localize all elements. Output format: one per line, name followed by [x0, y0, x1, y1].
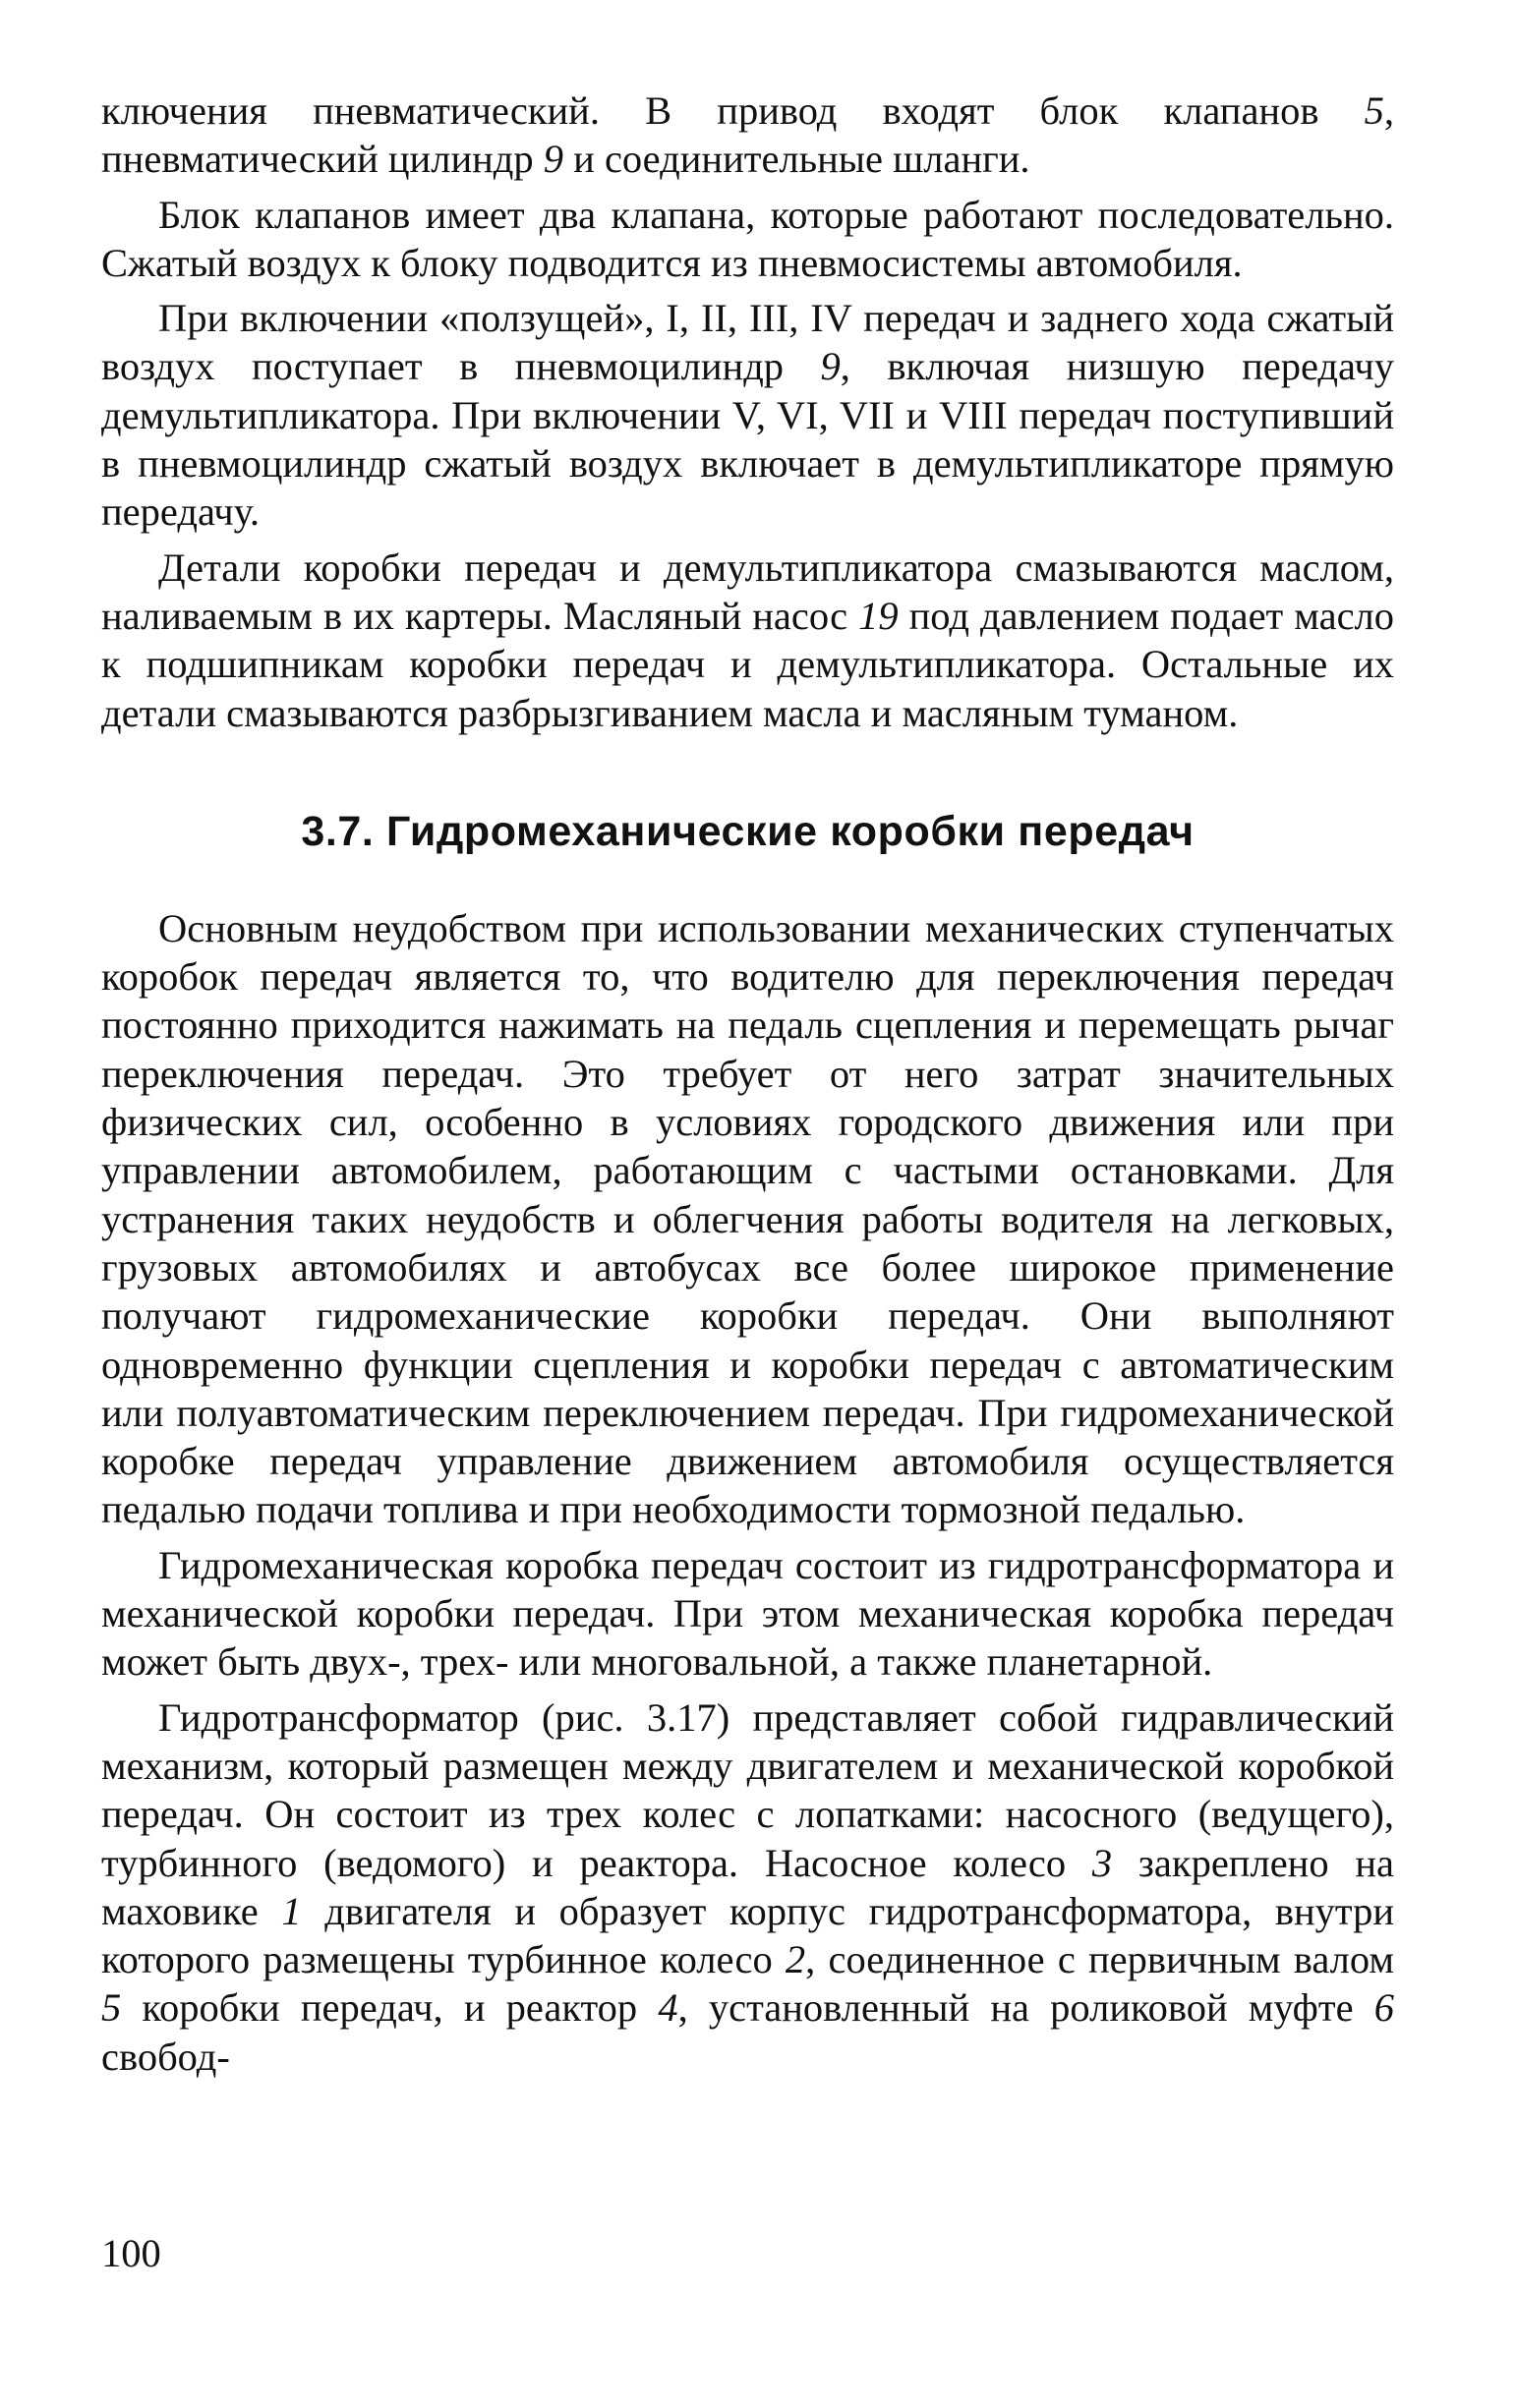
- paragraph-p5: [101, 904, 1394, 1534]
- reference-number: 19: [858, 593, 899, 638]
- text-run: двигателя и образует корпус гидротрансформатора, внутри которого размещены турбинное колесо: [101, 1888, 1394, 1982]
- text-run: , установленный на роликовой муфте: [677, 1985, 1374, 2031]
- page-body: [101, 86, 1394, 2081]
- reference-number: 9: [543, 137, 564, 182]
- text-block-after-heading: [101, 904, 1394, 2081]
- paragraph-p4: [101, 544, 1394, 737]
- reference-number: 3: [1091, 1840, 1113, 1885]
- text-run: , соединенное с первичным валом: [805, 1937, 1394, 1982]
- paragraph-p2: [101, 191, 1394, 288]
- text-run: Детали коробки передач и демультипликатора смазываются маслом, наливаемым в их картеры. Масляный насос: [101, 545, 1394, 638]
- text-run: , пневматический цилиндр: [101, 88, 1394, 182]
- reference-number: 9: [820, 344, 841, 389]
- text-run: При включении «ползущей», I, II, III, IV передач и заднего хода сжатый воздух поступает в пневмоцилиндр: [101, 296, 1394, 389]
- reference-number: 4: [658, 1985, 678, 2031]
- text-run: Гидротрансформатор (рис. 3.17) представляет собой гидравлический механизм, который размещен между двигателем и механической коробкой передач. Он состоит из трех колес с лопатками: насосного (ведущего), турбинного (ведомого) и реактора. Насосное колесо: [101, 1694, 1394, 1885]
- text-run: коробки передач, и реактор: [121, 1985, 659, 2031]
- section-heading: 3.7. Гидромеханические коробки передач: [301, 807, 1195, 855]
- text-run: свобод-: [101, 2034, 230, 2079]
- page-number: 100: [101, 2231, 161, 2275]
- text-run: Основным неудобством при использовании механических ступенчатых коробок передач является то, что водителю для переключения передач постоянно приходится нажимать на педаль сцепления и перемещать рычаг переключения передач. Это требует от него затрат значительных физических сил, особенно в условиях городского движения или при управлении автомобилем, работающим с частыми остановками. Для устранения таких неудобств и облегчения работы водителя на легковых, грузовых автомобилях и автобусах все более широкое применение получают гидромеханические коробки передач. Они выполняют одновременно функции сцепления и коробки передач с автоматическим или полуавтоматическим переключением передач. При гидромеханической коробке передач управление движением автомобиля осуществляется педалью подачи топлива и при необходимости тормозной педалью.: [101, 905, 1394, 1532]
- paragraph-p1: [101, 86, 1394, 184]
- reference-number: 5: [101, 1985, 122, 2031]
- text-block-before-heading: [101, 86, 1394, 737]
- reference-number: 6: [1373, 1985, 1394, 2031]
- text-run: ключения пневматический. В привод входят блок клапанов: [101, 88, 1365, 133]
- text-run: , включая низшую передачу демультипликатора. При включении V, VI, VII и VIII передач поступивший в пневмоцилиндр сжатый воздух включает в демультипликаторе прямую передачу.: [101, 344, 1395, 535]
- paragraph-p6: [101, 1541, 1394, 1687]
- text-run: Блок клапанов имеет два клапана, которые работают последовательно. Сжатый воздух к блоку подводится из пневмосистемы автомобиля.: [101, 192, 1394, 285]
- reference-number: 2: [785, 1937, 806, 1982]
- text-run: и соединительные шланги.: [563, 137, 1030, 182]
- reference-number: 1: [281, 1888, 302, 1933]
- text-run: Гидромеханическая коробка передач состоит из гидротрансформатора и механической коробки передач. При этом механическая коробка передач может быть двух-, трех- или многовальной, а также планетарной.: [101, 1542, 1394, 1685]
- paragraph-p3: [101, 294, 1394, 536]
- text-run: закреплено на маховике: [101, 1840, 1394, 1933]
- paragraph-p7: [101, 1693, 1394, 2081]
- reference-number: 5: [1364, 88, 1384, 133]
- text-run: под давлением подает масло к подшипникам коробки передач и демультипликатора. Остальные их детали смазываются разбрызгиванием масла и масляным туманом.: [101, 593, 1395, 735]
